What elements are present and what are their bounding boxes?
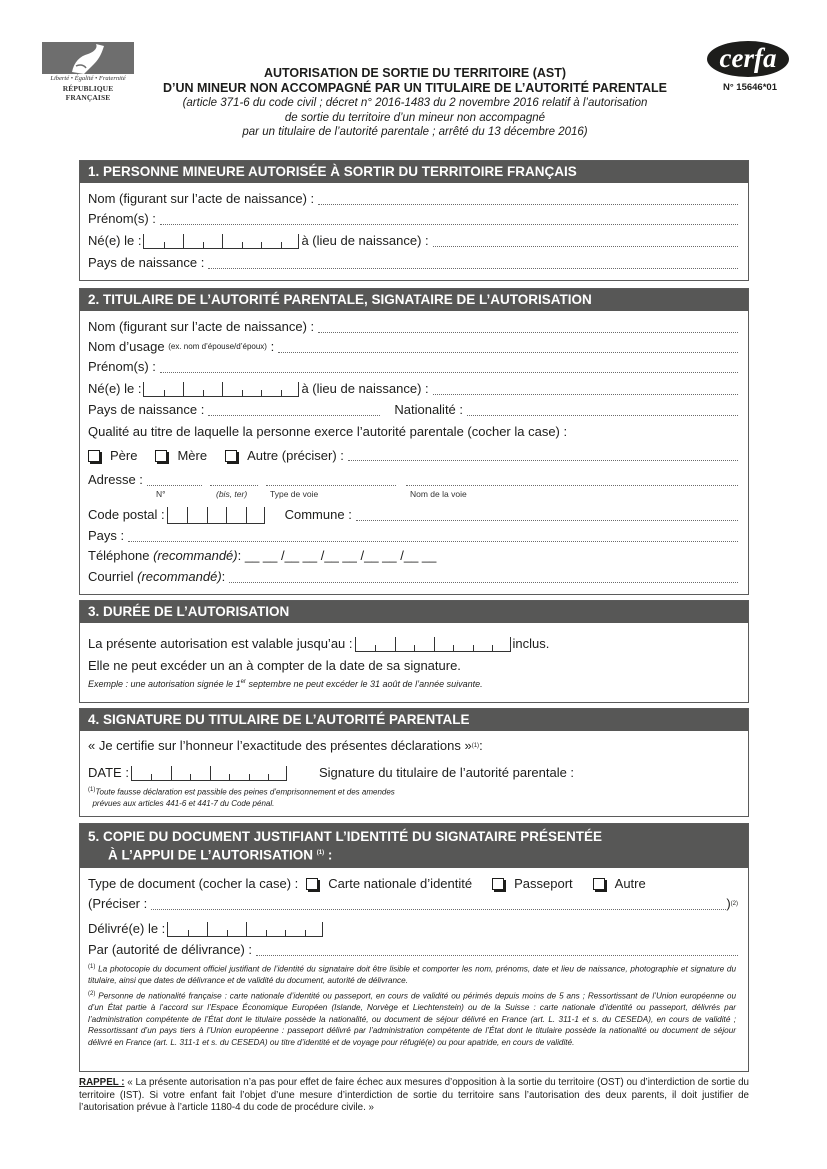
- valable-label: La présente autorisation est valable jusqu’au :: [88, 636, 353, 651]
- example-row: [88, 675, 738, 693]
- section-5-title-line1: 5. COPIE DU DOCUMENT JUSTIFIANT L’IDENTITÉ DU SIGNATAIRE PRÉSENTÉE: [88, 829, 603, 844]
- logo-republic: RÉPUBLIQUE FRANÇAISE: [62, 84, 114, 102]
- digit-divider: [281, 242, 282, 248]
- cni-label: Carte nationale d’identité: [328, 876, 473, 891]
- valid-until-date-field[interactable]: [355, 637, 511, 652]
- mere-label: Mère: [177, 448, 208, 463]
- minor-ne-le-label: Né(e) le :: [88, 233, 142, 248]
- section-3-title: 3. DURÉE DE L’AUTORISATION: [80, 601, 748, 623]
- adresse-bis-field[interactable]: [210, 473, 258, 486]
- digit-divider: [249, 774, 250, 780]
- code-postal-label: Code postal :: [88, 507, 165, 522]
- digit-divider: [207, 922, 208, 936]
- parent-ne-le-label: Né(e) le :: [88, 381, 142, 396]
- parent-lieu-field[interactable]: [433, 382, 738, 395]
- section-2-title: 2. TITULAIRE DE L’AUTORITÉ PARENTALE, SIGNATAIRE DE L’AUTORISATION: [80, 289, 748, 311]
- parent-telephone-row: [88, 547, 738, 565]
- pere-label: Père: [110, 448, 138, 463]
- doc-type-label: Type de document (cocher la case) :: [88, 876, 299, 891]
- parent-nom-label: Nom (figurant sur l’acte de naissance) :: [88, 319, 315, 334]
- parent-qualite-label: Qualité au titre de laquelle la personne exerce l’autorité parentale (cocher la case) :: [88, 424, 568, 439]
- digit-divider: [183, 234, 184, 248]
- footnote2-text: Personne de nationalité française : carte nationale d’identité ou passeport, en cours de validité ou périmés depuis moins de 5 ans ; Ressortissant de l’Union européenne ou d’un État partie à l’accord sur l’Espace Économique Européen (Islande, Norvège et Liechtenstein) ou de la Suisse : carte nationale d’identité ou passeport, délivrés par l’administration compétente de l’État dont le titulaire possède la nationalité, ou document de séjour délivré en France (art. L. 311-1 et s. du CESEDA), en cours de validité ; Ressortissant d’un pays tiers à l’Union européenne : passeport délivré par l’administration compétente de l’État dont le titulaire possède la nationalité ou document de séjour délivré en France (art. L. 311-1 et s. du CESEDA) ou titre d’identité et de voyage pour réfugié(e) ou pour apatride, en cours de validité.: [88, 991, 736, 1047]
- section-signature: [79, 708, 749, 817]
- parent-prenom-field[interactable]: [160, 360, 738, 373]
- digit-divider: [492, 645, 493, 651]
- minor-nom-label: Nom (figurant sur l’acte de naissance) :: [88, 191, 315, 206]
- preciser-row: [88, 895, 738, 913]
- digit-divider: [207, 507, 208, 523]
- parent-qualite-row: [88, 423, 738, 441]
- parent-cp-row: [88, 506, 738, 524]
- passeport-label: Passeport: [514, 876, 573, 891]
- certify-sup: (1): [471, 743, 480, 749]
- section-5-title-line2: [88, 845, 740, 864]
- certify-row: [88, 737, 738, 755]
- courriel-label: Courriel: [88, 569, 134, 584]
- delivre-label: Délivré(e) le :: [88, 921, 166, 936]
- colon: :: [479, 738, 483, 753]
- digit-divider: [190, 774, 191, 780]
- delivre-date-field[interactable]: [167, 922, 323, 937]
- code-postal-field[interactable]: [167, 507, 265, 524]
- digit-divider: [226, 507, 227, 523]
- form-title-line2: D’UN MINEUR NON ACCOMPAGNÉ PAR UN TITULAIRE DE L’AUTORITÉ PARENTALE: [163, 81, 667, 95]
- digit-divider: [203, 390, 204, 396]
- section-1-title: 1. PERSONNE MINEURE AUTORISÉE À SORTIR DU TERRITOIRE FRANÇAIS: [80, 161, 748, 183]
- parent-pays2-row: [88, 527, 738, 545]
- form-subtitle-line3: par un titulaire de l’autorité parentale ; arrêté du 13 décembre 2016): [242, 126, 588, 138]
- parent-qualite-options: [88, 447, 738, 465]
- delivre-row: [88, 920, 738, 938]
- section-4-title: 4. SIGNATURE DU TITULAIRE DE L’AUTORITÉ PARENTALE: [80, 709, 748, 731]
- autre-doc-checkbox[interactable]: [593, 878, 605, 890]
- footnote-line2: prévues aux articles 441-6 et 441-7 du Code pénal.: [92, 798, 275, 808]
- footnote1-sup: (1): [88, 964, 96, 970]
- parent-pays-row: [88, 401, 738, 419]
- courriel-recommande: (recommandé): [137, 569, 222, 584]
- section-4-footnote: [88, 785, 736, 809]
- digit-divider: [171, 766, 172, 780]
- parent-nom-usage-row: [88, 338, 738, 356]
- minor-pays-label: Pays de naissance :: [88, 255, 205, 270]
- logo-motto: Liberté • Égalité • Fraternité: [50, 75, 126, 82]
- autorite-field[interactable]: [256, 943, 738, 956]
- preciser-label: (Préciser :: [88, 896, 148, 911]
- preciser-field[interactable]: [151, 897, 726, 910]
- minor-lieu-label: à (lieu de naissance) :: [301, 233, 429, 248]
- section-5-title: [80, 824, 748, 868]
- parent-pays-field[interactable]: [208, 403, 380, 416]
- colon: :: [221, 569, 226, 584]
- adresse-type-sublabel: Type de voie: [270, 489, 319, 499]
- colon: :: [270, 339, 275, 354]
- digit-divider: [210, 766, 211, 780]
- mere-checkbox[interactable]: [155, 450, 167, 462]
- certify-text: « Je certifie sur l’honneur l’exactitude des présentes déclarations »: [88, 738, 472, 753]
- section-5-footnote-2: [88, 989, 736, 1048]
- passeport-checkbox[interactable]: [492, 878, 504, 890]
- form-title-line1: AUTORISATION DE SORTIE DU TERRITOIRE (AST): [263, 66, 567, 80]
- preciser-sup: (2): [730, 901, 738, 907]
- digit-divider: [164, 242, 165, 248]
- parent-nationalite-label: Nationalité :: [394, 402, 464, 417]
- digit-divider: [453, 645, 454, 651]
- digit-divider: [305, 930, 306, 936]
- example-post: septembre ne peut excéder le 31 août de l’année suivante.: [245, 679, 483, 689]
- footnote-line1: Toute fausse déclaration est passible des peines d’emprisonnement et des amendes: [95, 787, 395, 797]
- adresse-bis-sublabel: (bis, ter): [216, 489, 248, 499]
- cerfa-number: N° 15646*01: [723, 82, 777, 93]
- minor-pays-row: [88, 254, 738, 272]
- example-sup: er: [240, 679, 246, 685]
- footnote2-sup: (2): [88, 991, 96, 997]
- digit-divider: [261, 390, 262, 396]
- adresse-nom-sublabel: Nom de la voie: [410, 489, 467, 499]
- digit-divider: [375, 645, 376, 651]
- digit-divider: [281, 390, 282, 396]
- parent-adresse-row: [88, 471, 738, 489]
- date-label: DATE :: [88, 765, 129, 780]
- preciser-close: ): [726, 896, 731, 911]
- pays-field[interactable]: [128, 529, 738, 542]
- digit-divider: [266, 930, 267, 936]
- minor-nom-row: [88, 190, 738, 208]
- adresse-num-field[interactable]: [147, 473, 202, 486]
- republique-francaise-logo: [42, 42, 134, 102]
- date-signature-row: [88, 764, 738, 782]
- digit-divider: [414, 645, 415, 651]
- example-pre: Exemple : une autorisation signée le 1: [88, 679, 241, 689]
- parent-nom-row: [88, 318, 738, 336]
- form-subtitle-line2: de sortie du territoire d’un mineur non accompagné: [284, 111, 546, 124]
- form-subtitle-line1: (article 371-6 du code civil ; décret n° 2016-1483 du 2 novembre 2016 relatif à l’autorisation: [182, 97, 648, 109]
- title-line2-text: À L’APPUI DE L’AUTORISATION: [108, 847, 314, 863]
- rappel-text: « La présente autorisation n’a pas pour effet de faire échec aux mesures d’opposition à la sortie du territoire (OST) ou d’interdiction de sortie du territoire (IST). Si votre enfant fait l’objet d’une mesure d’interdiction de sortie du territoire sans l’autorisation des deux parents, il doit justifier de l’autorisation prévue à l’article 1180-4 du code de procédure civile. »: [79, 1077, 749, 1113]
- digit-divider: [242, 390, 243, 396]
- autorite-label: Par (autorité de délivrance) :: [88, 942, 253, 957]
- digit-divider: [261, 242, 262, 248]
- title-sup: (1): [316, 850, 325, 856]
- colon: :: [324, 847, 333, 863]
- parent-courriel-row: [88, 568, 738, 586]
- minor-birth-date-field[interactable]: [143, 234, 299, 249]
- section-minor: [79, 160, 749, 281]
- parent-nom-usage-field[interactable]: [278, 340, 738, 353]
- section-parent: [79, 288, 749, 595]
- telephone-label: Téléphone: [88, 548, 150, 563]
- marianne-icon: [42, 42, 134, 74]
- cerfa-logo: cerfa: [707, 41, 789, 77]
- commune-field[interactable]: [356, 508, 738, 521]
- digit-divider: [246, 507, 247, 523]
- minor-prenom-row: [88, 210, 738, 228]
- rappel-notice: [79, 1077, 749, 1115]
- parent-nationalite-field[interactable]: [467, 403, 738, 416]
- autorite-row: [88, 941, 738, 959]
- minor-nom-field[interactable]: [318, 192, 738, 205]
- autre-doc-label: Autre: [614, 876, 646, 891]
- autre-checkbox[interactable]: [225, 450, 237, 462]
- parent-prenom-row: [88, 358, 738, 376]
- digit-divider: [222, 382, 223, 396]
- digit-divider: [242, 242, 243, 248]
- digit-divider: [246, 922, 247, 936]
- digit-divider: [395, 637, 396, 651]
- digit-divider: [285, 930, 286, 936]
- parent-nom-usage-label: Nom d’usage: [88, 339, 165, 354]
- minor-pays-field[interactable]: [208, 256, 738, 269]
- parent-birth-row: [88, 380, 738, 398]
- autre-field[interactable]: [348, 448, 738, 461]
- digit-divider: [183, 382, 184, 396]
- parent-lieu-label: à (lieu de naissance) :: [301, 381, 429, 396]
- parent-adresse-label: Adresse :: [88, 472, 143, 487]
- digit-divider: [187, 507, 188, 523]
- pays-label: Pays :: [88, 528, 125, 543]
- parent-pays-label: Pays de naissance :: [88, 402, 205, 417]
- limit-text: Elle ne peut excéder un an à compter de la date de sa signature.: [88, 658, 461, 673]
- digit-divider: [151, 774, 152, 780]
- minor-prenom-field[interactable]: [160, 212, 738, 225]
- section-duration: [79, 600, 749, 703]
- parent-nom-field[interactable]: [318, 320, 738, 333]
- digit-divider: [227, 930, 228, 936]
- digit-divider: [268, 774, 269, 780]
- digit-divider: [434, 637, 435, 651]
- cni-checkbox[interactable]: [306, 878, 318, 890]
- valable-row: [88, 635, 738, 653]
- pere-checkbox[interactable]: [88, 450, 100, 462]
- inclus-label: inclus.: [512, 636, 550, 651]
- minor-birth-row: [88, 232, 738, 250]
- telephone-recommande: (recommandé): [153, 548, 238, 563]
- section-5-footnote-1: [88, 962, 736, 987]
- digit-divider: [164, 390, 165, 396]
- courriel-field[interactable]: [229, 570, 738, 583]
- digit-divider: [222, 234, 223, 248]
- commune-label: Commune :: [284, 507, 352, 522]
- digit-divider: [473, 645, 474, 651]
- rappel-label: RAPPEL :: [79, 1077, 125, 1088]
- section-id-document: [79, 823, 749, 1072]
- signature-date-field[interactable]: [131, 766, 287, 781]
- signature-label: Signature du titulaire de l’autorité parentale :: [318, 765, 575, 780]
- footnote1-text: La photocopie du document officiel justifiant de l’identité du signataire doit être lisible et comporter les nom, prénoms, date et lieu de naissance, photographie et signature du titulaire, ainsi que dates de délivrance et de validité du document, autorité de délivrance.: [88, 964, 736, 986]
- adresse-nom-field[interactable]: [406, 473, 738, 486]
- footnote-sup: (1): [88, 787, 96, 793]
- adresse-num-sublabel: N°: [156, 489, 166, 499]
- telephone-field[interactable]: : __ __ /__ __ /__ __ /__ __ /__ __: [237, 548, 437, 563]
- digit-divider: [203, 242, 204, 248]
- doc-type-row: [88, 875, 738, 893]
- adresse-type-field[interactable]: [266, 473, 396, 486]
- minor-prenom-label: Prénom(s) :: [88, 211, 156, 226]
- minor-lieu-field[interactable]: [433, 234, 738, 247]
- parent-birth-date-field[interactable]: [143, 382, 299, 397]
- autre-label: Autre (préciser) :: [247, 448, 344, 463]
- digit-divider: [188, 930, 189, 936]
- example-text: [88, 673, 483, 693]
- digit-divider: [229, 774, 230, 780]
- parent-nom-usage-hint: (ex. nom d’épouse/d’époux): [168, 342, 267, 351]
- form-title-block: [135, 66, 695, 140]
- parent-prenom-label: Prénom(s) :: [88, 359, 156, 374]
